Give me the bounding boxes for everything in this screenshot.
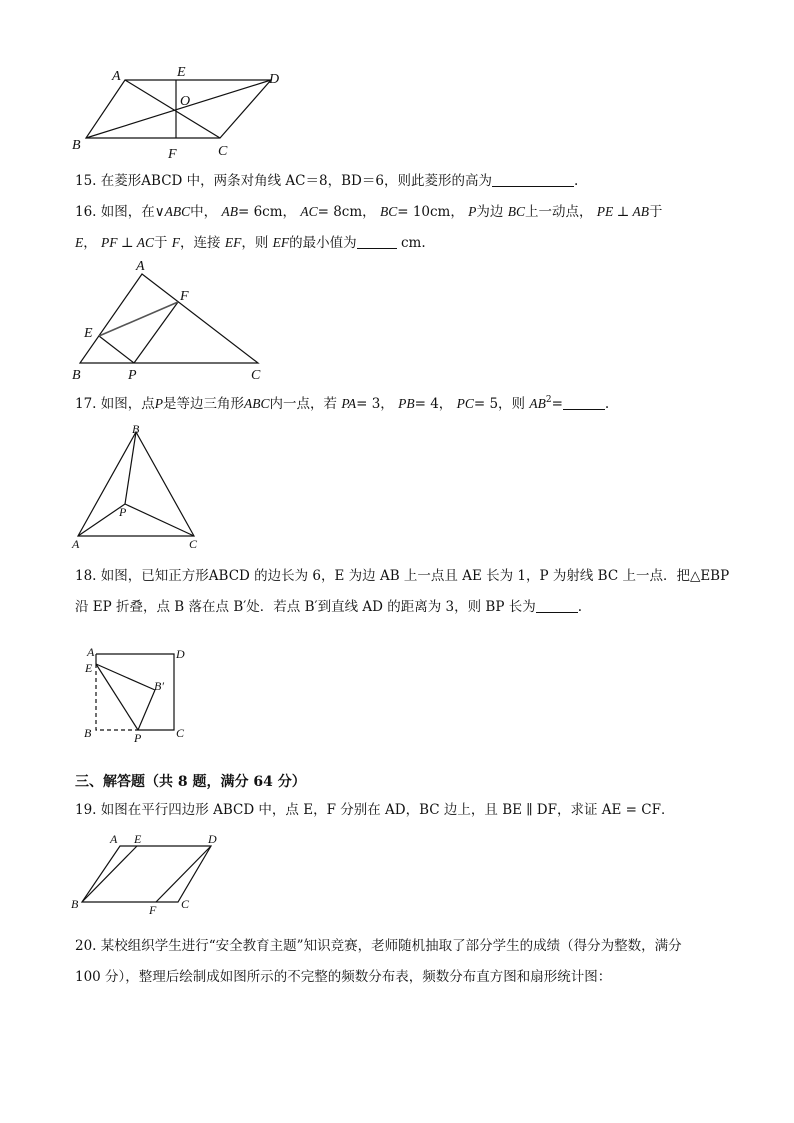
- text-run: 于: [648, 204, 663, 220]
- question-text: 如图在平行四边形 ABCD 中，点 E，F 分别在 AD，BC 边上，且 BE ∥ DF，求证 AE = CF．: [100, 802, 675, 818]
- label-b: B: [84, 726, 92, 740]
- text-run: 是等边三角形: [163, 396, 245, 412]
- triangle-abc: [78, 432, 194, 536]
- segment-be: [82, 846, 137, 902]
- question-text: 在菱形ABCD 中，两条对角线 AC＝8，BD＝6，则此菱形的高为: [100, 173, 492, 189]
- text-run: = 4，: [414, 396, 453, 412]
- math-run: ABC: [164, 204, 191, 219]
- label-e: E: [134, 832, 142, 846]
- text-run: =: [551, 396, 563, 412]
- question-number: 20.: [75, 938, 97, 954]
- label-c: C: [189, 537, 198, 551]
- diagonal-ac: [125, 80, 220, 138]
- triangle-abc: [80, 274, 258, 363]
- parallelogram-be-df-figure: [68, 830, 228, 920]
- text-run: 上一动点，: [524, 204, 593, 220]
- question-number: 18.: [75, 568, 97, 584]
- segment-pa: [78, 504, 125, 536]
- label-a: A: [110, 832, 118, 846]
- text-run: = 6cm，: [237, 204, 297, 220]
- text-run: 为边: [476, 204, 504, 220]
- text-run: = 5，则: [473, 396, 526, 412]
- label-c: C: [251, 368, 261, 383]
- question-20-line2: [75, 962, 725, 992]
- parallelogram-abcd: [82, 846, 211, 902]
- square-fold-figure: [80, 640, 200, 748]
- math-run: P: [468, 204, 477, 219]
- text-run: 内一点，若: [269, 396, 338, 412]
- math-run: P: [154, 396, 164, 411]
- label-c: C: [218, 144, 228, 159]
- label-f: F: [168, 147, 177, 162]
- text-run: 的最小值为: [289, 235, 357, 251]
- question-16-line1: [75, 197, 725, 227]
- label-c: C: [176, 726, 185, 740]
- label-a: A: [72, 537, 80, 551]
- text-run: 于: [154, 235, 168, 251]
- answer-blank: [357, 232, 397, 249]
- period: .: [577, 599, 582, 615]
- label-d: D: [269, 72, 280, 87]
- text-run: ，: [83, 235, 97, 251]
- math-run: PC: [456, 396, 474, 411]
- label-b: B: [72, 138, 81, 153]
- label-p: P: [134, 731, 142, 745]
- math-run: EF: [272, 235, 290, 250]
- math-run: AB: [221, 204, 238, 219]
- label-b: B: [71, 897, 79, 911]
- parallelogram-figure: [68, 60, 298, 160]
- question-15: [75, 166, 725, 196]
- superscript: 2: [545, 395, 552, 405]
- math-run: E: [75, 235, 84, 250]
- question-19: [75, 795, 725, 825]
- text-run: = 3，: [356, 396, 394, 412]
- segment-pe: [99, 336, 134, 363]
- text-run: = 10cm，: [397, 204, 464, 220]
- question-18-line2: [75, 592, 725, 622]
- period: .: [604, 396, 610, 412]
- math-run: BC: [507, 204, 525, 219]
- diagonal-bd: [86, 80, 271, 138]
- math-run: AB: [529, 396, 546, 411]
- label-p: P: [119, 505, 127, 519]
- label-b: B: [132, 422, 140, 436]
- label-e: E: [85, 661, 93, 675]
- question-18-line1: [75, 561, 730, 591]
- text-run: ，连接: [180, 235, 221, 251]
- answer-blank: [563, 393, 605, 410]
- text-run: = 8cm，: [317, 204, 376, 220]
- math-run: PB: [398, 396, 415, 411]
- question-text: 100 分），整理后绘制成如图所示的不完整的频数分布表，频数分布直方图和扇形统计图：: [75, 969, 612, 985]
- label-f: F: [149, 903, 157, 917]
- label-f: F: [180, 289, 189, 304]
- label-b: B: [72, 368, 81, 383]
- period: .: [573, 173, 579, 189]
- question-number: 17.: [75, 396, 97, 412]
- math-run: EF: [224, 235, 242, 250]
- label-p: P: [128, 368, 137, 383]
- question-number: 15.: [75, 173, 97, 189]
- label-d: D: [176, 647, 185, 661]
- label-b-prime: B′: [154, 679, 164, 693]
- segment-pc: [125, 504, 194, 536]
- label-a: A: [136, 259, 145, 274]
- text-run: 如图，在∨: [100, 204, 165, 220]
- period: .: [421, 235, 426, 251]
- math-run: PE ⊥ AB: [596, 204, 649, 219]
- text-run: 中，: [190, 204, 218, 220]
- question-text: 如图，已知正方形ABCD 的边长为 6，E 为边 AB 上一点且 AE 长为 1，P 为射线 BC 上一点．把△EBP: [100, 568, 730, 584]
- equilateral-triangle-figure: [68, 420, 208, 552]
- question-text: 某校组织学生进行“安全教育主题”知识竞赛，老师随机抽取了部分学生的成绩（得分为整数，满分: [100, 938, 682, 954]
- math-run: F: [171, 235, 181, 250]
- label-e: E: [84, 326, 93, 341]
- question-17: [75, 385, 725, 419]
- math-run: PA: [341, 396, 357, 411]
- triangle-efp-figure: [68, 258, 278, 383]
- label-a: A: [112, 69, 121, 84]
- segment-b1p: [138, 690, 155, 730]
- label-c: C: [181, 897, 190, 911]
- question-20-line1: [75, 931, 725, 961]
- question-text: 沿 EP 折叠，点 B 落在点 B′处．若点 B′到直线 AD 的距离为 3，则 BP 长为: [75, 599, 536, 615]
- answer-blank: [492, 170, 574, 187]
- math-run: ABC: [244, 396, 270, 411]
- question-16-line2: [75, 228, 725, 258]
- text-run: 如图，点: [100, 396, 155, 412]
- label-e: E: [177, 65, 186, 80]
- answer-blank: [536, 596, 578, 613]
- math-run: PF ⊥ AC: [101, 235, 154, 250]
- section-heading: 三、解答题（共 8 题，满分 64 分）: [75, 774, 306, 790]
- label-o: O: [180, 94, 191, 109]
- math-run: BC: [379, 204, 398, 219]
- label-d: D: [208, 832, 217, 846]
- question-number: 19.: [75, 802, 97, 818]
- question-number: 16.: [75, 204, 97, 220]
- text-run: ，则: [241, 235, 269, 251]
- math-run: AC: [300, 204, 318, 219]
- unit: cm: [400, 235, 422, 251]
- label-a: A: [87, 645, 95, 659]
